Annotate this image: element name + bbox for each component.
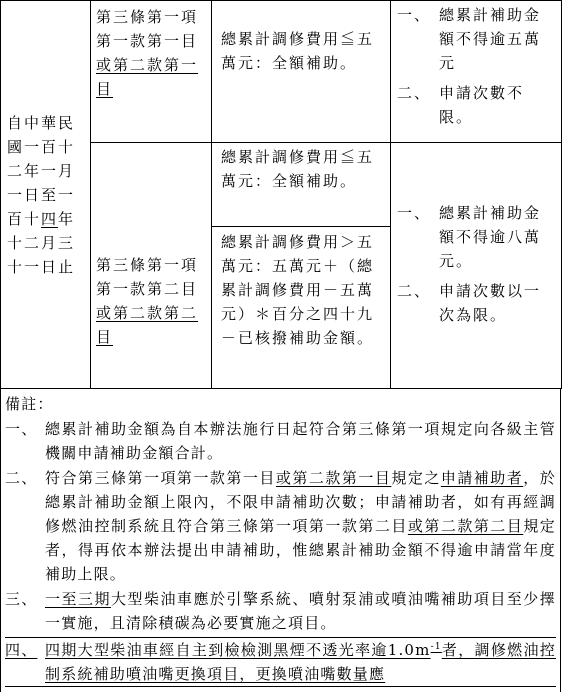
row1-clause-text: 第三條第一項第一款第一目 — [96, 8, 199, 50]
note-item-3: 三、 一至三期大型柴油車應於引擎系統、噴射泵浦或噴油嘴補助項目至少擇一實施，且清除積碳為必要實施之項目。 — [5, 590, 556, 632]
notes-title: 備註： — [5, 395, 54, 413]
row2-amount-a-cell — [212, 143, 391, 227]
row2-limit-2: 二、 申請次數以一次為限。 — [397, 281, 542, 324]
row2-limits-cell — [391, 143, 562, 389]
row1-limits-cell — [391, 1, 562, 143]
row2-clause-cell — [91, 143, 212, 389]
row1-amount-cell — [212, 1, 391, 143]
note-item-2: 二、 符合第三條第一項第一款第一目或第二款第一目規定之申請補助者，於總累計補助金額上限內，不限申請補助次數；申請補助者，如有再經調修燃油控制系統且符合第三條第一項第一款第二目或第二款第二目規定者，得再依本辦法提出申請補助，惟總累計補助金額不得逾申請當年度補助上限。 — [5, 469, 556, 583]
row2-clause-text: 第三條第一項第一款第二目 — [96, 255, 199, 298]
row2-clause-amended: 或第二款第二目 — [96, 303, 199, 346]
note-item-4: 四、 四期大型柴油車經自主到檢檢測黑煙不透光率逾$1.0m^{-1}$者，調修燃油控制系統補助噴油嘴更換項目，更換噴油嘴數量應 — [5, 637, 556, 687]
row2-limit-1: 一、 總累計補助金額不得逾八萬元。 — [397, 203, 542, 270]
row1-clause-amended: 或第二款第一目 — [96, 56, 199, 98]
row2-amount-a-text: 總累計調修費用≦五萬元：全額補助。 — [221, 148, 375, 190]
period-cell — [1, 1, 91, 389]
row1-amount-text: 總累計調修費用≦五萬元：全額補助。 — [221, 30, 375, 72]
notes-section — [0, 389, 561, 692]
row2-amount-b-cell — [212, 227, 391, 389]
note-item-1: 一、 總累計補助金額為自本辦法施行日起符合第三條第一項規定向各級主管機關申請補助金額合計。 — [5, 420, 556, 462]
period-text: 自中華民國一百十二年一月一日至一百十四年十二月三十一日止 — [7, 113, 76, 276]
row1-limit-2: 二、 申請次數不限。 — [397, 84, 525, 126]
row1-clause-cell — [91, 1, 212, 143]
row2-amount-b-text: 總累計調修費用＞五萬元：五萬元＋（總累計調修費用－五萬元）＊百分之四十九－已核撥補助金額。 — [221, 233, 375, 347]
row1-limit-1: 一、 總累計補助金額不得逾五萬元 — [397, 6, 542, 72]
